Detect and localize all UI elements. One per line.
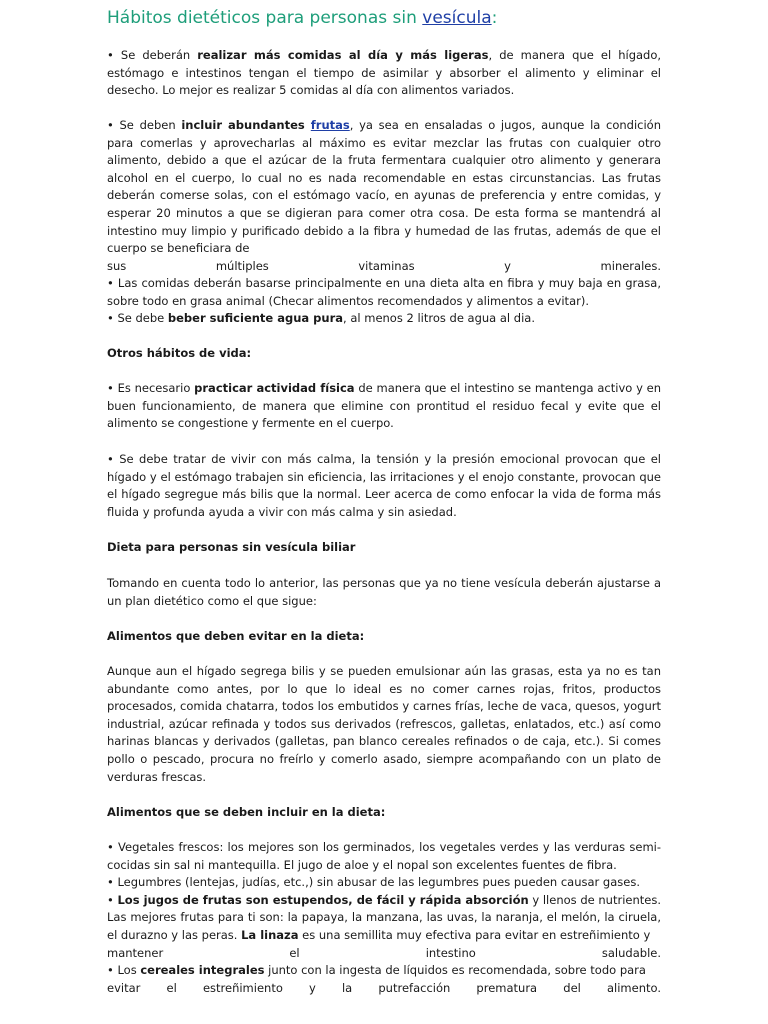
bullet: • — [107, 48, 114, 62]
link-frutas[interactable]: frutas — [310, 118, 350, 132]
bold-text: La linaza — [241, 927, 299, 942]
text: Los — [117, 963, 141, 978]
link-vesicula[interactable]: vesícula — [422, 8, 492, 28]
text: , al menos 2 litros de agua al dia. — [343, 311, 535, 325]
paragraph-incluir — [107, 839, 661, 997]
bullet: • — [107, 840, 114, 854]
text: , de manera que el hígado, estómago e intestinos tengan el tiempo de asimilar y absorber el alimento y eliminar el desecho. Lo mejor es realizar 5 comidas al día con alimentos variados. — [107, 48, 662, 98]
subheading-otros-habitos: Otros hábitos de vida: — [107, 346, 252, 360]
bold-text: practicar actividad física — [194, 381, 355, 395]
subheading-evitar: Alimentos que deben evitar en la dieta: — [107, 629, 365, 643]
bullet: • — [107, 963, 114, 978]
justified-line: mantener el intestino saludable. — [107, 945, 661, 960]
subheading-dieta: Dieta para personas sin vesícula biliar — [107, 540, 356, 554]
text: Se debe tratar de vivir con más calma, la tensión y la presión emocional provocan que el hígado y el estómago trabajen sin eficiencia, las irritaciones y el enojo constante, provocan que el hígado segregue más bilis que la normal. Leer acerca de como enfocar la vida de forma más fluida y profunda ayuda a vivir con más calma y sin asiedad. — [107, 452, 661, 519]
bullet: • — [107, 381, 114, 395]
justified-line: sus múltiples vitaminas y minerales. — [107, 258, 661, 273]
bold-text: beber suficiente agua pura — [167, 311, 344, 325]
text: Se debe — [117, 311, 168, 325]
paragraph-actividad — [107, 380, 661, 433]
bold-text: cereales integrales — [140, 963, 265, 978]
bullet: • — [107, 875, 114, 890]
text: Se deben — [119, 118, 182, 132]
paragraph-agua — [107, 310, 661, 328]
bullet: • — [107, 311, 114, 325]
justified-line: evitar el estreñimiento y la putrefacción prematura del alimento. — [107, 980, 661, 995]
text: de manera que el intestino se mantenga activo y en buen funcionamiento, de manera que elimine con prontitud el residuo fecal y evite que el alimento se congestione y fermente en el cuerpo. — [107, 381, 662, 431]
text: , ya sea en ensaladas o jugos, aunque la condición para comerlas y aprovecharlas al máximo es evitar mezclar las frutas con cualquier otro alimento, debido a que el azúcar de la fruta fermentara cualquier otro alimento y generara alcohol en el cuerpo, lo cual no es nada recomendable en estas circunstancias. Las frutas deberán comerse solas, con el estómago vacío, en ayunas de preferencia y entre comidas, y esperar 20 minutos a que se digieran para comer otra cosa. De esta forma se mantendrá al intestino muy limpio y purificado debido a la fibra y humedad de las frutas, además de que el cuerpo se beneficiara de — [107, 118, 661, 256]
title-colon: : — [491, 8, 498, 28]
text: Es necesario — [117, 381, 195, 395]
text: es una semillita muy efectiva para evitar en estreñimiento y — [298, 927, 651, 942]
bullet: • — [107, 452, 114, 466]
paragraph-frutas — [107, 117, 661, 311]
text: Se deberán — [120, 48, 198, 62]
page-title — [107, 8, 497, 28]
paragraph-comidas — [107, 47, 661, 100]
paragraph-calma — [107, 451, 661, 521]
bold-text: Los jugos de frutas son estupendos, de fácil y rápida absorción — [117, 892, 529, 907]
text: junto con la ingesta de líquidos es recomendada, sobre todo para — [264, 963, 646, 978]
bold-text: incluir abundantes — [181, 118, 311, 132]
text: Vegetales frescos: los mejores son los germinados, los vegetales verdes y las verduras semi-cocidas sin sal ni mantequilla. El jugo de aloe y el nopal son excelentes fuentes de fibra. — [107, 840, 661, 872]
title-text: Hábitos dietéticos para personas sin — [107, 8, 423, 28]
paragraph-plan: Tomando en cuenta todo lo anterior, las personas que ya no tiene vesícula deberán ajustarse a un plan dietético como el que sigue: — [107, 576, 661, 608]
bullet: • — [107, 276, 114, 291]
paragraph-evitar: Aunque aun el hígado segrega bilis y se pueden emulsionar aún las grasas, esta ya no es tan abundante como antes, por lo que lo ideal es no comer carnes rojas, fritos, productos procesados, comida chatarra, todos los embutidos y carnes frías, leche de vaca, quesos, yogurt industrial, azúcar refinada y todos sus derivados (refrescos, galletas, enlatados, etc.) así como harinas blancas y derivados (galletas, pan blanco cereales refinados o de caja, etc.). Si comes pollo o pescado, procura no freírlo y comerlo asado, siempre acompañando con un plato de verduras frescas. — [107, 664, 661, 784]
subheading-incluir: Alimentos que se deben incluir en la dieta: — [107, 805, 386, 819]
text: Legumbres (lentejas, judías, etc.,) sin abusar de las legumbres pues pueden causar gases. — [117, 875, 640, 890]
text: y llenos de nutrientes. Las mejores frutas para ti son: la papaya, la manzana, las uvas, la naranja, el melón, la ciruela, el durazno y las peras. — [107, 892, 661, 942]
bold-text: realizar más comidas al día y más ligeras — [197, 48, 489, 62]
bullet: • — [107, 892, 114, 907]
text: Las comidas deberán basarse principalmente en una dieta alta en fibra y muy baja en grasa, sobre todo en grasa animal (Checar alimentos recomendados y alimentos a evitar). — [107, 276, 662, 308]
bullet: • — [107, 118, 114, 132]
